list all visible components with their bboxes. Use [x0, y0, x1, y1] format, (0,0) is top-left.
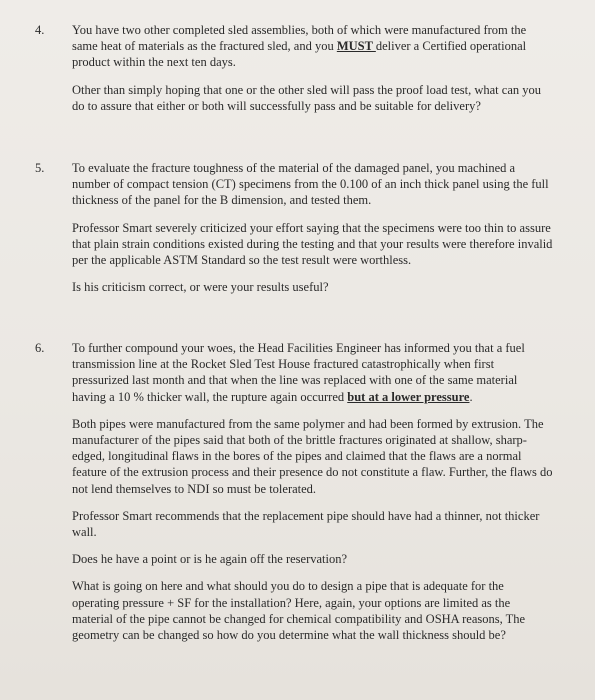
- question-number: 4.: [35, 23, 45, 37]
- paragraph-text: deliver a Certified operational product within the next ten days.: [72, 39, 527, 70]
- question-body: [72, 340, 554, 643]
- question-number: 5.: [35, 161, 45, 175]
- question-paragraph: Does he have a point or is he again off the reservation?: [72, 552, 348, 567]
- emphasized-text: MUST: [336, 39, 376, 54]
- question-paragraph: Professor Smart recommends that the replacement pipe should have had a thinner, not thicker wall.: [72, 508, 540, 540]
- question-body: [72, 22, 554, 114]
- question-paragraph: Both pipes were manufactured from the same polymer and had been formed by extrusion. The manufacturer of the pipes said that both of the brittle fractures originated at shallow, sharp-edged, longitudinal flaws in the bores of the pipes and claimed that the flaws are a normal feature of the extrusion process and their presence do not constitute a flaw. Further, the flaws do not lend themselves to NDI so must be tolerated.: [72, 416, 553, 496]
- question-paragraph: Professor Smart severely criticized your effort saying that the specimens were too thin to assure that plain strain conditions existed during the testing and that your results were therefore invalid per the applicable ASTM Standard so the test result were worthless.: [72, 220, 553, 268]
- paragraph-text: .: [469, 389, 473, 404]
- question-paragraph: [72, 22, 554, 71]
- question-paragraph: To evaluate the fracture toughness of the material of the damaged panel, you machined a number of compact tension (CT) specimens from the 0.100 of an inch thick panel using the full thickness of the panel for the B dimension, and tested them.: [72, 161, 549, 208]
- paragraph-text: You have two other completed sled assemblies, both of which were manufactured from the same heat of materials as the fractured sled, and you: [72, 23, 527, 54]
- question-paragraph: Is his criticism correct, or were your results useful?: [72, 280, 329, 295]
- emphasized-text: but at a lower pressure: [347, 389, 470, 404]
- question-number: 6.: [35, 341, 45, 355]
- question-body: [72, 160, 554, 295]
- question-paragraph: Other than simply hoping that one or the other sled will pass the proof load test, what can you do to assure that either or both will successfully pass and be suitable for delivery?: [72, 82, 542, 113]
- paragraph-text: To further compound your woes, the Head Facilities Engineer has informed you that a fuel transmission line at the Rocket Sled Test House fractured catastrophically when first pressurized last month and that when the line was replaced with one of the same material having a 10 % thicker wall, the rupture again occurred: [72, 341, 525, 404]
- question-paragraph: What is going on here and what should you do to design a pipe that is adequate for the operating pressure + SF for the installation? Here, again, your options are limited as the material of the pipe cannot be changed for chemical compatibility and OSHA reasons, The geometry can be changed so how do you determine what the wall thickness should be?: [72, 579, 526, 643]
- question-paragraph: [72, 340, 554, 405]
